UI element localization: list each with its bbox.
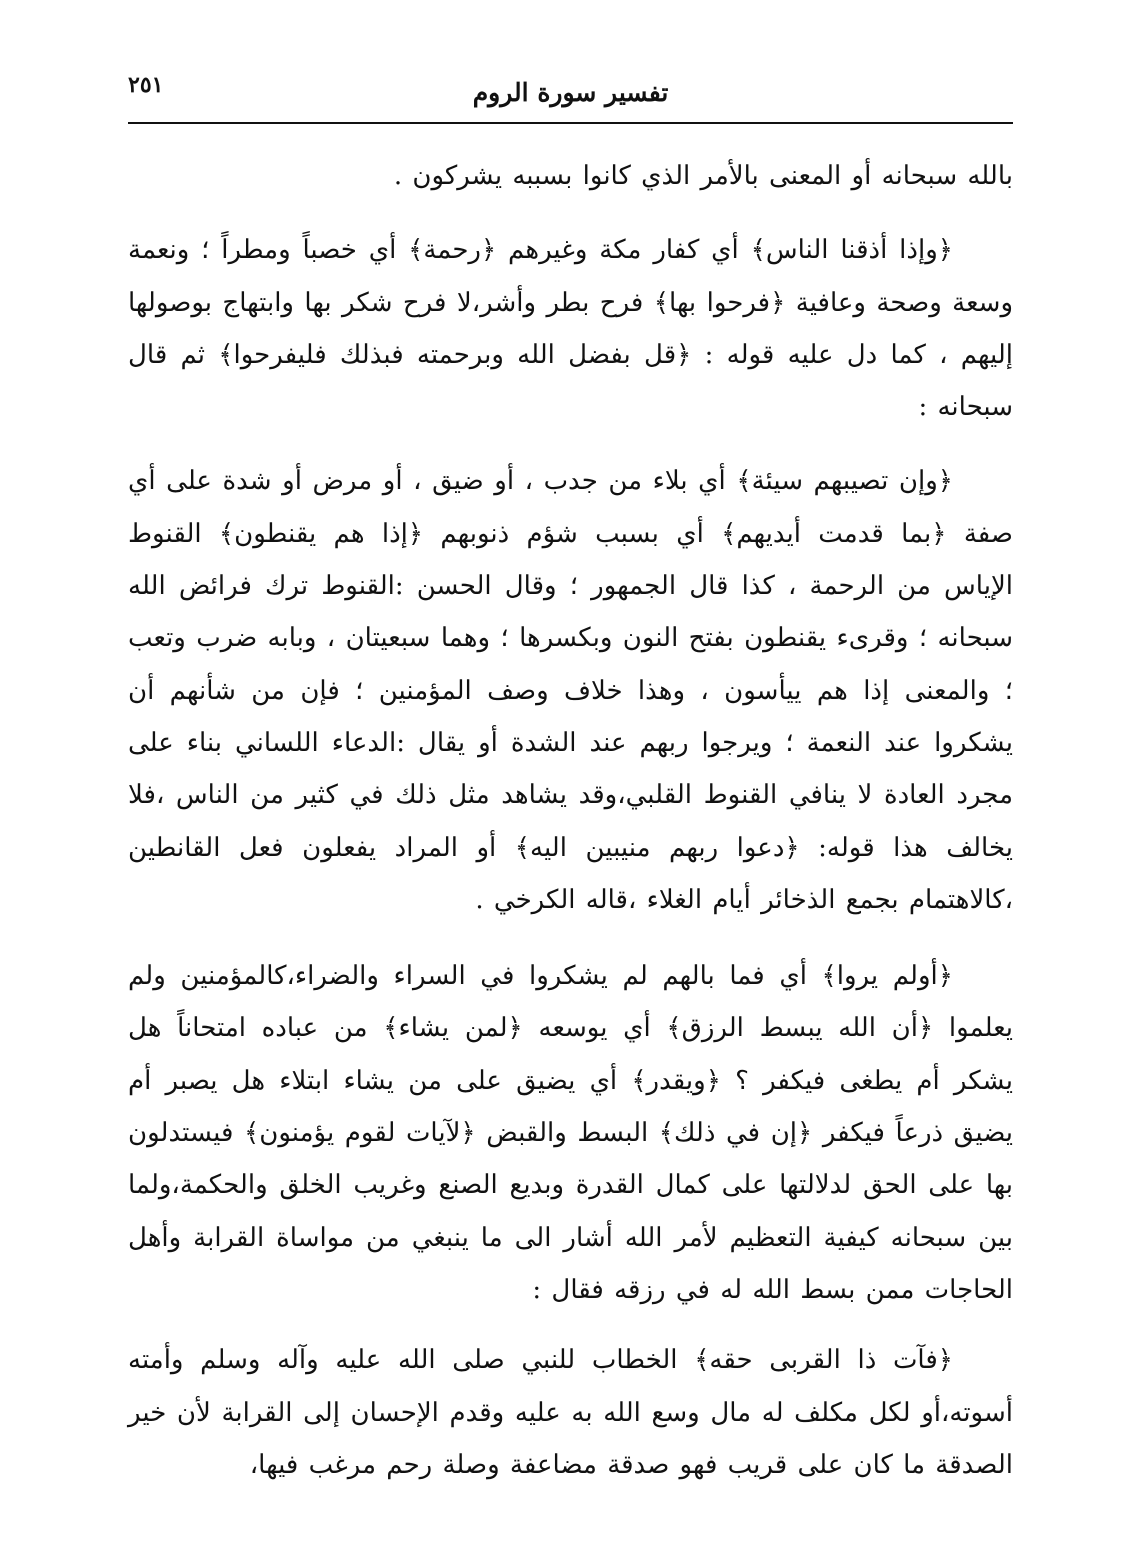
page-number: ٢٥١ — [128, 72, 164, 98]
running-header — [128, 62, 1013, 122]
header-rule — [128, 122, 1013, 124]
running-title: تفسير سورة الروم — [472, 78, 669, 107]
paragraph: ﴿وإن تصيبهم سيئة﴾ أي بلاء من جدب ، أو ضيق ، أو مرض أو شدة على أي صفة ﴿بما قدمت أيديهم﴾ أي بسبب شؤم ذنوبهم ﴿إذا هم يقنطون﴾ القنوط الإياس من الرحمة ، كذا قال الجمهور ؛ وقال الحسن :القنوط ترك فرائض الله سبحانه ؛ وقرىء يقنطون بفتح النون وبكسرها ؛ وهما سبعيتان ، وبابه ضرب وتعب ؛ والمعنى إذا هم ييأسون ، وهذا خلاف وصف المؤمنين ؛ فإن من شأنهم أن يشكروا عند النعمة ؛ ويرجوا ربهم عند الشدة أو يقال :الدعاء اللساني بناء على مجرد العادة لا ينافي القنوط القلبي،وقد يشاهد مثل ذلك في كثير من الناس ،فلا يخالف هذا قوله: ﴿دعوا ربهم منيبين اليه﴾ أو المراد يفعلون فعل القانطين ،كالاهتمام بجمع الذخائر أيام الغلاء ،قاله الكرخي . — [128, 466, 1013, 915]
page-body — [128, 150, 1013, 1491]
paragraph: ﴿وإذا أذقنا الناس﴾ أي كفار مكة وغيرهم ﴿رحمة﴾ أي خصباً ومطراً ؛ ونعمة وسعة وصحة وعافية ﴿فرحوا بها﴾ فرح بطر وأشر،لا فرح شكر بها وابتهاج بوصولها إليهم ، كما دل عليه قوله : ﴿قل بفضل الله وبرحمته فبذلك فليفرحوا﴾ ثم قال سبحانه : — [128, 235, 1013, 423]
paragraph: ﴿فآت ذا القربى حقه﴾ الخطاب للنبي صلى الله عليه وآله وسلم وأمته أسوته،أو لكل مكلف له مال وسع الله به عليه وقدم الإحسان إلى القرابة لأن خير الصدقة ما كان على قريب فهو صدقة مضاعفة وصلة رحم مرغب فيها، — [128, 1345, 1013, 1480]
paragraph: ﴿أولم يروا﴾ أي فما بالهم لم يشكروا في السراء والضراء،كالمؤمنين ولم يعلموا ﴿أن الله يبسط الرزق﴾ أي يوسعه ﴿لمن يشاء﴾ من عباده امتحاناً هل يشكر أم يطغى فيكفر ؟ ﴿ويقدر﴾ أي يضيق على من يشاء ابتلاء هل يصبر أم يضيق ذرعاً فيكفر ﴿إن في ذلك﴾ البسط والقبض ﴿لآيات لقوم يؤمنون﴾ فيستدلون بها على الحق لدلالتها على كمال القدرة وبديع الصنع وغريب الخلق والحكمة،ولما بين سبحانه كيفية التعظيم لأمر الله أشار الى ما ينبغي من مواساة القرابة وأهل الحاجات ممن بسط الله له في رزقه فقال : — [128, 961, 1013, 1305]
paragraph: بالله سبحانه أو المعنى بالأمر الذي كانوا بسببه يشركون . — [393, 161, 1013, 191]
